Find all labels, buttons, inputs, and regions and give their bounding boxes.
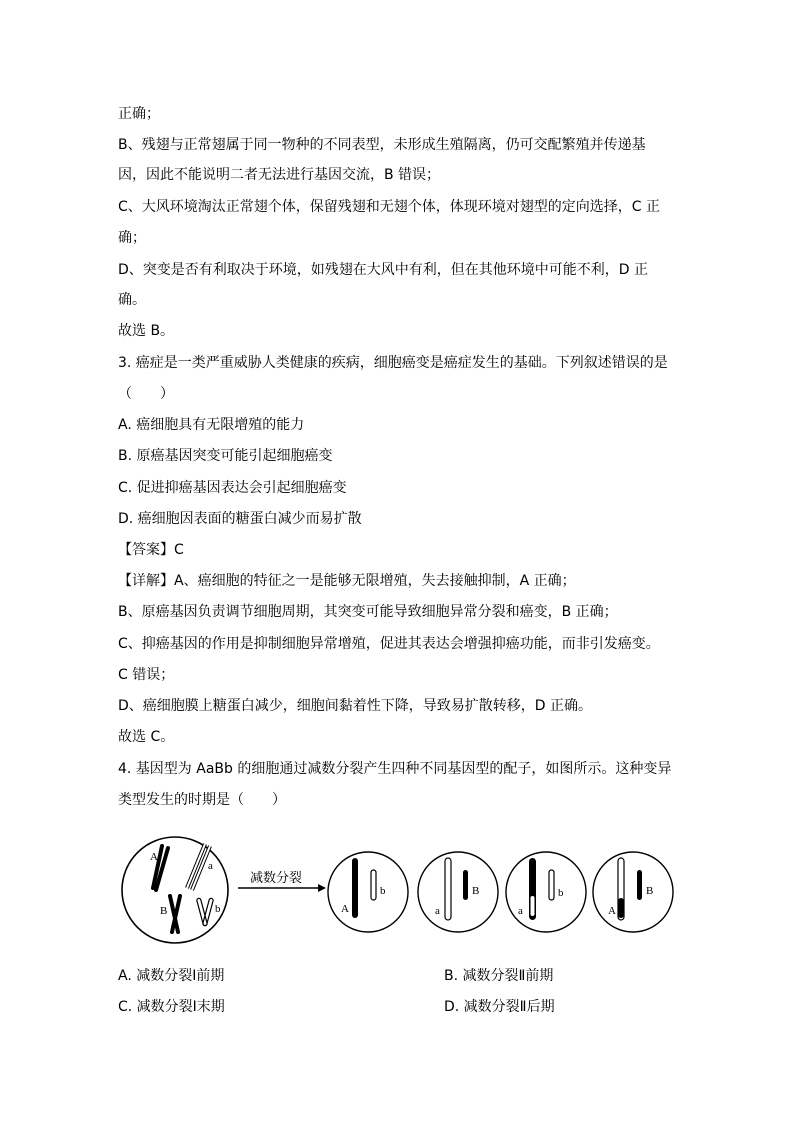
svg-text:a: a [435,905,440,917]
explanation-line: 故选 C。 [118,729,175,745]
text-line: 确； [118,230,146,246]
gamete-2 [418,852,498,932]
svg-text:A: A [341,903,349,915]
label-B: B [160,905,168,917]
svg-text:B: B [646,885,654,897]
svg-text:a: a [518,905,523,917]
gamete-4 [593,852,673,932]
meiosis-figure [118,832,678,952]
option-d: D. 癌细胞因表面的糖蛋白减少而易扩散 [118,511,362,527]
label-a: a [208,860,213,872]
choice-c: C. 减数分裂Ⅰ末期 [118,999,225,1015]
question-4-stem: 类型发生的时期是（ ） [118,792,286,808]
svg-text:b: b [380,885,386,897]
label-A: A [150,851,158,863]
explanation-line: B、原癌基因负责调节细胞周期，其突变可能导致细胞异常分裂和癌变，B 正确； [118,604,618,620]
arrow-label: 减数分裂 [250,871,303,886]
text-line: 确。 [118,292,146,308]
text-line: D、突变是否有利取决于环境，如残翅在大风中有利，但在其他环境中可能不利，D 正 [118,262,649,278]
chromosome-B-black [170,896,180,932]
explanation-line: D、癌细胞膜上糖蛋白减少，细胞间黏着性下降，导致易扩散转移，D 正确。 [118,698,593,714]
chromosome-a-white [187,844,210,890]
text-line: 因，因此不能说明二者无法进行基因交流，B 错误； [118,167,441,183]
answer-label: 【答案】C [118,542,184,558]
explanation-line: C、抑癌基因的作用是抑制细胞异常增殖，促进其表达会增强抑癌功能，而非引发癌变。 [118,636,660,652]
text-line: B、残翅与正常翅属于同一物种的不同表型，未形成生殖隔离，仍可交配繁殖并传递基 [118,137,646,153]
label-b: b [215,903,221,915]
svg-text:B: B [472,885,480,897]
text-line: 正确； [118,106,160,122]
option-a: A. 癌细胞具有无限增殖的能力 [118,417,305,433]
explanation-line: C 错误； [118,667,175,683]
svg-text:b: b [558,887,564,899]
question-4-stem: 4. 基因型为 AaBb 的细胞通过减数分裂产生四种不同基因型的配子，如图所示。这种变异 [118,761,672,777]
option-c: C. 促进抑癌基因表达会引起细胞癌变 [118,480,347,496]
choice-d: D. 减数分裂Ⅱ后期 [444,999,555,1015]
text-line: 故选 B。 [118,323,175,339]
chromosome-b-white [196,898,213,926]
explanation-line: 【详解】A、癌细胞的特征之一是能够无限增殖，失去接触抑制，A 正确； [118,573,576,589]
answer-blank: （ ） [118,386,174,402]
text-line: C、大风环境淘汰正常翅个体，保留残翅和无翅个体，体现环境对翅型的定向选择，C 正 [118,199,660,215]
option-b: B. 原癌基因突变可能引起细胞癌变 [118,448,333,464]
choice-a: A. 减数分裂Ⅰ前期 [118,968,225,984]
choice-b: B. 减数分裂Ⅱ前期 [444,968,554,984]
arrow-head-icon [318,884,326,892]
gamete-3 [506,852,586,932]
gamete-1 [328,852,408,932]
svg-text:A: A [608,905,616,917]
question-3-stem: 3. 癌症是一类严重威胁人类健康的疾病，细胞癌变是癌症发生的基础。下列叙述错误的是 [118,355,668,371]
